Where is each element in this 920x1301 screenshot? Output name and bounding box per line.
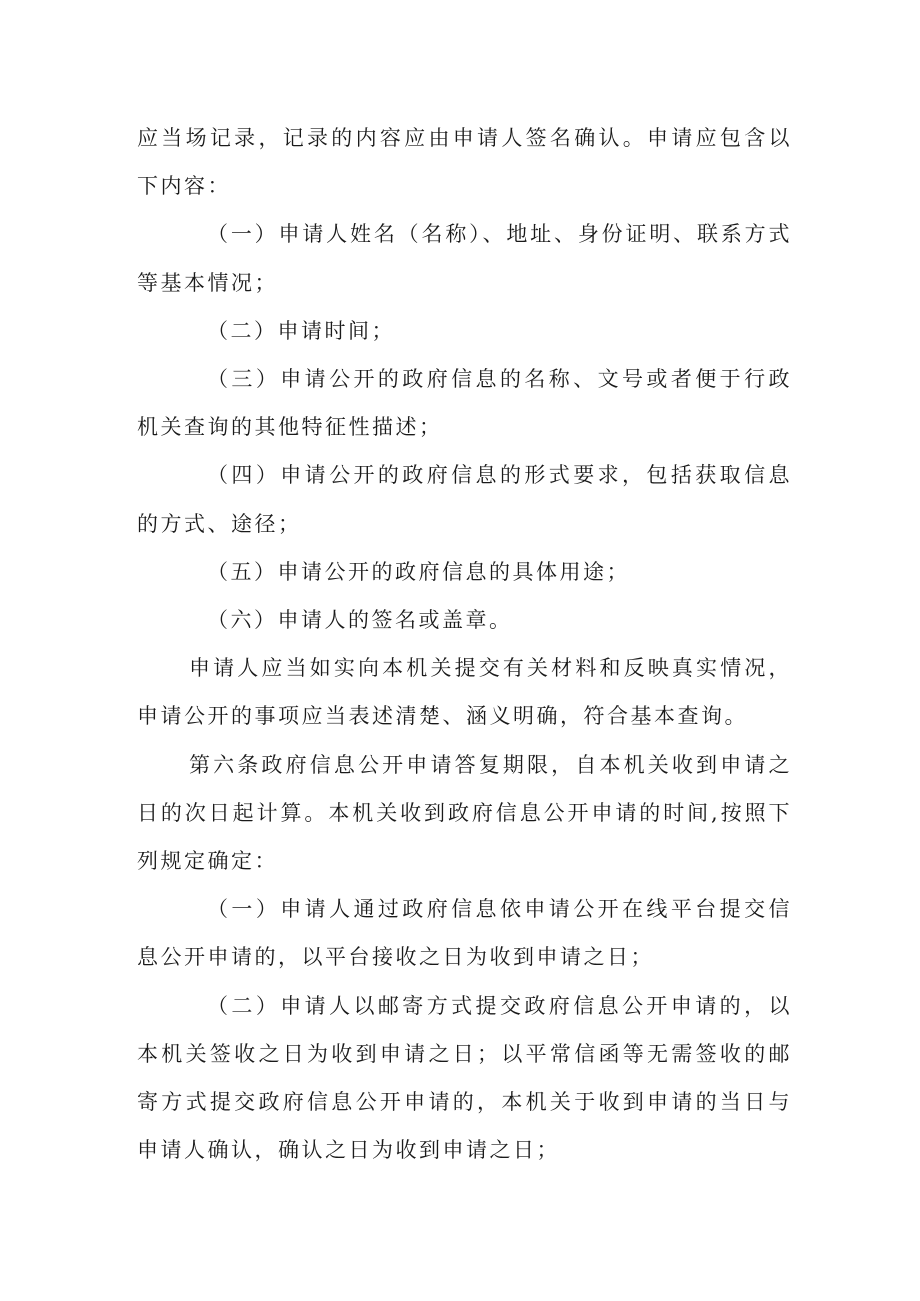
list-item-online-platform: （一）申请人通过政府信息依申请公开在线平台提交信息公开申请的，以平台接收之日为收到申请之日； bbox=[137, 897, 792, 970]
paragraph-continuation: 应当场记录，记录的内容应由申请人签名确认。申请应包含以下内容： bbox=[137, 126, 792, 199]
list-item-form-requirements: （四）申请公开的政府信息的形式要求，包括获取信息的方式、途径； bbox=[137, 463, 792, 536]
document-body bbox=[137, 114, 792, 1174]
list-item-specific-use: （五）申请公开的政府信息的具体用途； bbox=[207, 559, 630, 584]
paragraph-article-6: 第六条政府信息公开申请答复期限，自本机关收到申请之日的次日起计算。本机关收到政府信息公开申请的时间,按照下列规定确定： bbox=[137, 752, 792, 874]
list-item-application-time: （二）申请时间； bbox=[207, 318, 395, 343]
list-item-signature: （六）申请人的签名或盖章。 bbox=[207, 608, 513, 633]
list-item-info-description: （三）申请公开的政府信息的名称、文号或者便于行政机关查询的其他特征性描述； bbox=[137, 367, 792, 440]
paragraph-truthful-materials: 申请人应当如实向本机关提交有关材料和反映真实情况，申请公开的事项应当表述清楚、涵义明确，符合基本查询。 bbox=[137, 656, 792, 729]
list-item-applicant-info: （一）申请人姓名（名称）、地址、身份证明、联系方式等基本情况； bbox=[137, 222, 792, 295]
list-item-mail-submission: （二）申请人以邮寄方式提交政府信息公开申请的，以本机关签收之日为收到申请之日；以平常信函等无需签收的邮寄方式提交政府信息公开申请的，本机关于收到申请的当日与申请人确认，确认之日为收到申请之日； bbox=[137, 993, 792, 1163]
